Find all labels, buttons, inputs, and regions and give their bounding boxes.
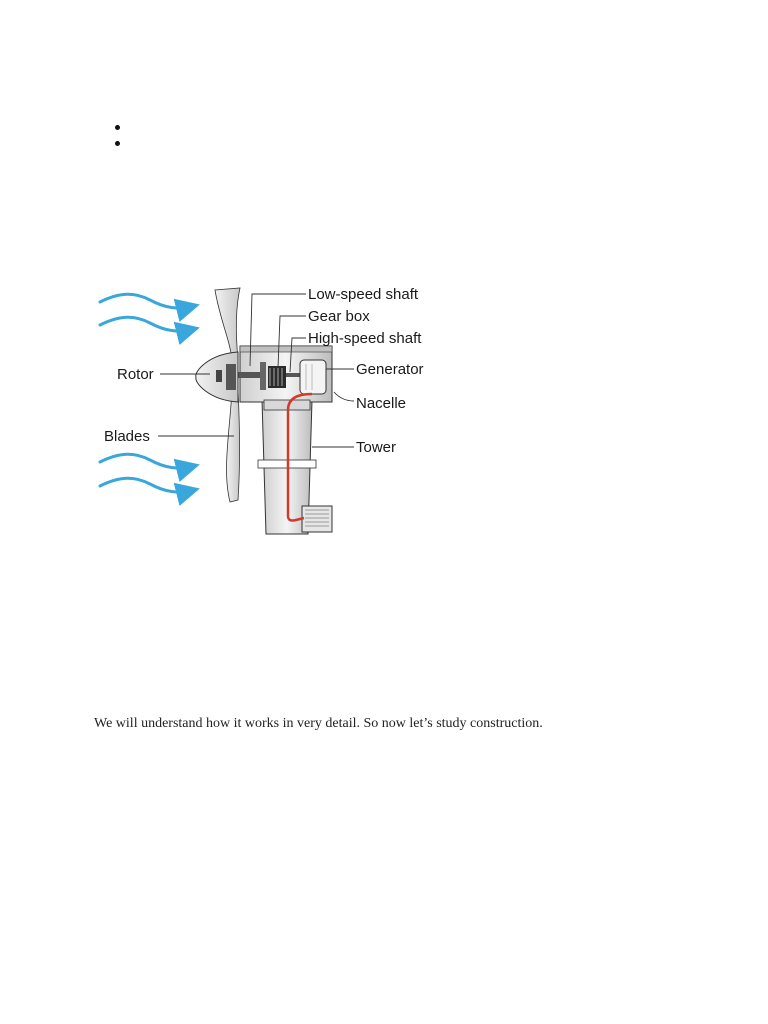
- body-paragraph: We will understand how it works in very detail. So now let’s study construction.: [94, 716, 543, 731]
- label-low-speed-shaft: Low-speed shaft: [308, 286, 419, 303]
- label-nacelle: Nacelle: [356, 395, 407, 412]
- rotor-hub: [196, 352, 238, 402]
- label-gear-box: Gear box: [308, 308, 370, 325]
- wind-turbine-diagram: [90, 280, 450, 542]
- label-high-speed-shaft: High-speed shaft: [308, 330, 422, 347]
- label-blades: Blades: [104, 428, 150, 445]
- label-generator: Generator: [356, 361, 424, 378]
- wind-arrows: [100, 294, 194, 492]
- label-tower: Tower: [356, 439, 397, 456]
- bullet-point-1: [115, 125, 120, 130]
- label-rotor: Rotor: [117, 366, 154, 383]
- tower-shape: [258, 400, 332, 534]
- bullet-point-2: [115, 141, 120, 146]
